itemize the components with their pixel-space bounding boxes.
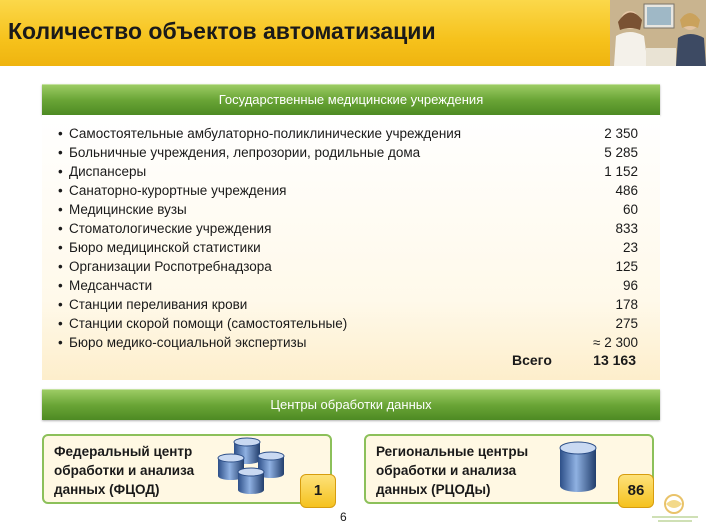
list-item: • Больничные учреждения, лепрозории, родильные дома 5 285 — [58, 145, 638, 160]
bullet: • — [58, 145, 63, 160]
section-header-medical-institutions: Государственные медицинские учреждения — [42, 84, 660, 115]
regional-centers-label: Региональные центры обработки и анализа данных (РЦОДы) — [376, 444, 529, 497]
list-item: • Медицинские вузы 60 — [58, 202, 638, 217]
database-icon — [556, 440, 600, 496]
list-item: • Самостоятельные амбулаторно-поликлинические учреждения 2 350 — [58, 126, 638, 141]
database-cluster-icon — [214, 436, 290, 500]
bullet: • — [58, 126, 63, 141]
database-icon — [238, 468, 264, 494]
organization-logo-icon — [648, 492, 702, 526]
list-item: • Станции скорой помощи (самостоятельные) 275 — [58, 316, 638, 331]
list-item: • Организации Роспотребнадзора 125 — [58, 259, 638, 274]
bullet: • — [58, 316, 63, 331]
total-value: 13 163 — [593, 352, 636, 368]
list-item: • Станции переливания крови 178 — [58, 297, 638, 312]
page-title: Количество объектов автоматизации — [8, 18, 436, 44]
list-item: • Диспансеры 1 152 — [58, 164, 638, 179]
regional-count-badge: 86 — [618, 474, 654, 508]
list-item: • Стоматологические учреждения 833 — [58, 221, 638, 236]
list-item: • Медсанчасти 96 — [58, 278, 638, 293]
list-item: • Бюро медицинской статистики 23 — [58, 240, 638, 255]
office-photo-illustration — [610, 0, 706, 66]
bullet: • — [58, 183, 63, 198]
bullet: • — [58, 240, 63, 255]
list-item: • Бюро медико-социальной экспертизы ≈ 2 300 — [58, 335, 638, 350]
bullet: • — [58, 221, 63, 236]
bullet: • — [58, 259, 63, 274]
header-photo — [610, 0, 706, 66]
page-number: 6 — [340, 510, 347, 524]
bullet: • — [58, 164, 63, 179]
federal-count-badge: 1 — [300, 474, 336, 508]
bullet: • — [58, 202, 63, 217]
header-banner — [0, 0, 706, 66]
section-header-data-centers: Центры обработки данных — [42, 389, 660, 420]
federal-center-label: Федеральный центр обработки и анализа данных (ФЦОД) — [54, 444, 195, 497]
list-item: • Санаторно-курортные учреждения 486 — [58, 183, 638, 198]
bullet: • — [58, 278, 63, 293]
bullet: • — [58, 335, 63, 350]
total-label: Всего — [512, 352, 552, 368]
bullet: • — [58, 297, 63, 312]
